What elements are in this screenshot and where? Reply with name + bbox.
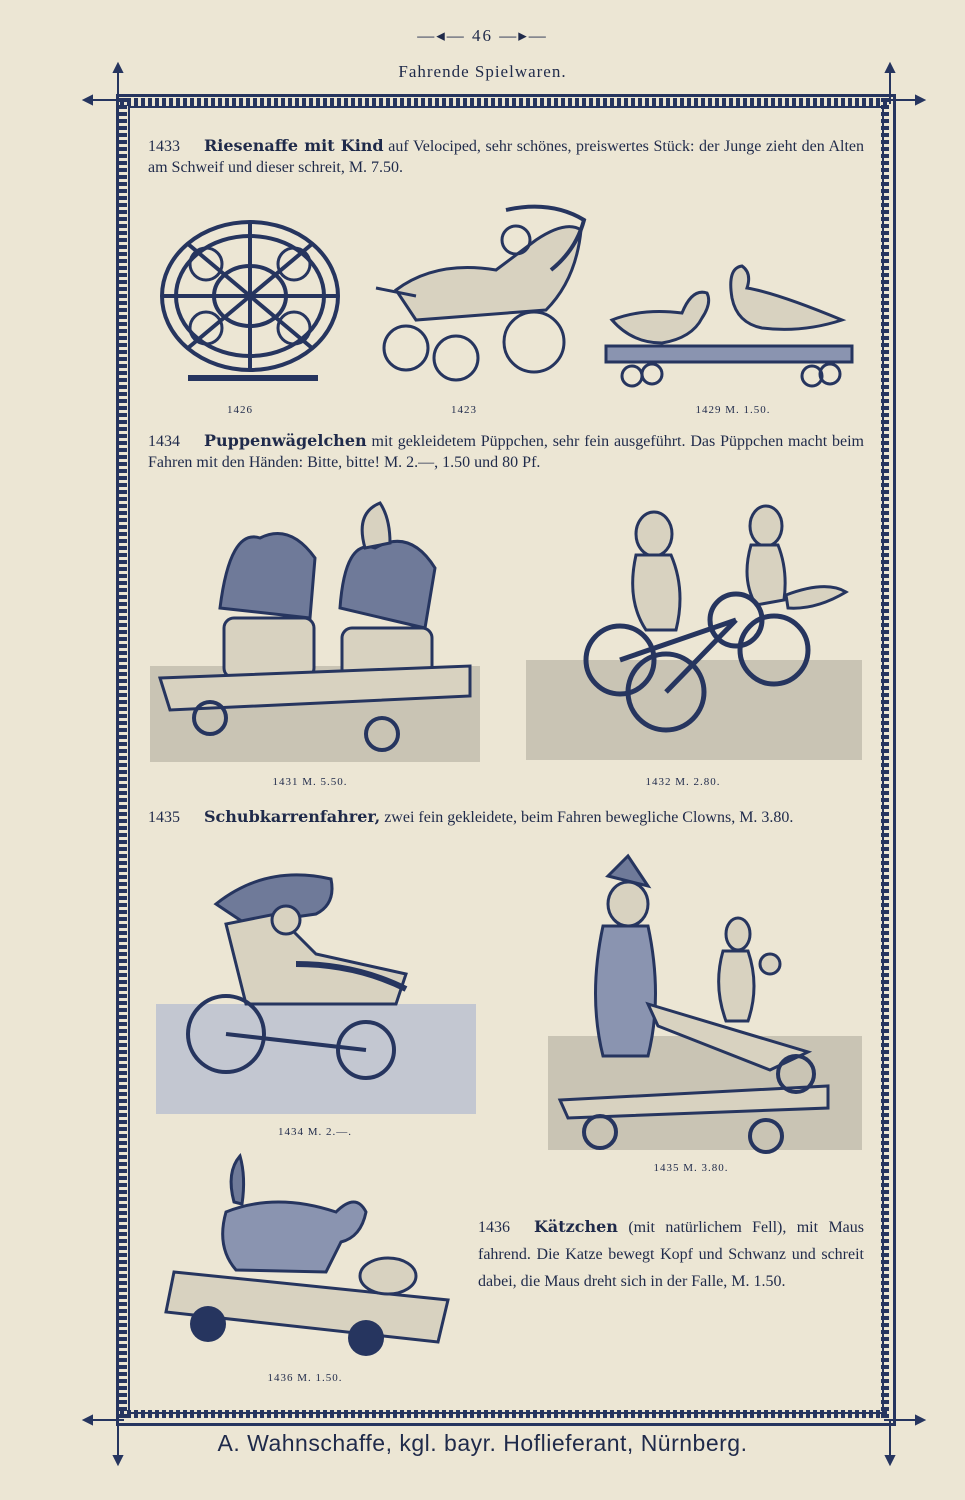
caption-1436: 1436 M. 1.50. — [267, 1372, 343, 1384]
entry-name: Puppenwägelchen — [204, 431, 367, 450]
catalog-entry-1436 — [478, 1213, 864, 1295]
caption-1426: 1426 — [227, 404, 253, 416]
entry-number: 1434 — [148, 433, 180, 450]
header-ornament-left: —◂— — [417, 26, 472, 45]
entry-name: Schubkarrenfahrer, — [204, 807, 381, 826]
doll-carriage-illustration — [376, 200, 588, 385]
page-number — [0, 26, 965, 46]
monkeys-velocipede-illustration — [526, 500, 862, 764]
entry-number: 1436 — [478, 1219, 510, 1236]
section-title: Fahrende Spielwaren. — [398, 62, 567, 81]
entry-name: Riesenaffe mit Kind — [204, 136, 384, 155]
ferris-wheel-illustration — [158, 218, 348, 388]
publisher-footer: A. Wahnschaffe, kgl. bayr. Hoflieferant, Nürnberg. — [217, 1430, 748, 1456]
caption-1435: 1435 M. 3.80. — [653, 1162, 729, 1174]
page-number-text: 46 — [472, 26, 493, 45]
caption-1423: 1423 — [451, 404, 477, 416]
doll-stroller-illustration — [156, 864, 476, 1118]
caption-1431: 1431 M. 5.50. — [272, 776, 348, 788]
entry-description: (mit natürlichem Fell), mit Maus fahrend. Die Katze bewegt Kopf und Schwanz und schreit dabei, die Maus dreht sich in der Falle, M. 1.50. — [478, 1219, 864, 1290]
cat-cart-illustration — [156, 1152, 456, 1364]
caption-1432: 1432 M. 2.80. — [645, 776, 721, 788]
rabbits-baskets-cart-illustration — [150, 498, 480, 766]
entry-description: mit gekleidetem Püppchen, sehr fein ausgeführt. Das Püppchen macht beim Fahren mit den Händen: Bitte, bitte! M. 2.—, 1.50 und 80 Pf. — [148, 433, 865, 471]
caption-1429: 1429 M. 1.50. — [695, 404, 771, 416]
header-ornament-right: —▸— — [493, 26, 548, 45]
doves-cart-illustration — [602, 258, 858, 390]
entry-description: auf Velociped, sehr schönes, preiswertes Stück: der Junge zieht den Alten am Schweif und dieser schreit, M. 7.50. — [148, 138, 865, 176]
catalog-entry-1433 — [148, 135, 864, 178]
entry-description: zwei fein gekleidete, beim Fahren bewegliche Clowns, M. 3.80. — [384, 809, 794, 826]
wheelbarrow-clowns-illustration — [548, 856, 862, 1156]
entry-name: Kätzchen — [534, 1217, 618, 1236]
catalog-entry-1435 — [148, 806, 864, 828]
catalog-entry-1434 — [148, 430, 864, 473]
entry-number: 1433 — [148, 138, 180, 155]
entry-number: 1435 — [148, 809, 180, 826]
caption-1434: 1434 M. 2.—. — [277, 1126, 353, 1138]
